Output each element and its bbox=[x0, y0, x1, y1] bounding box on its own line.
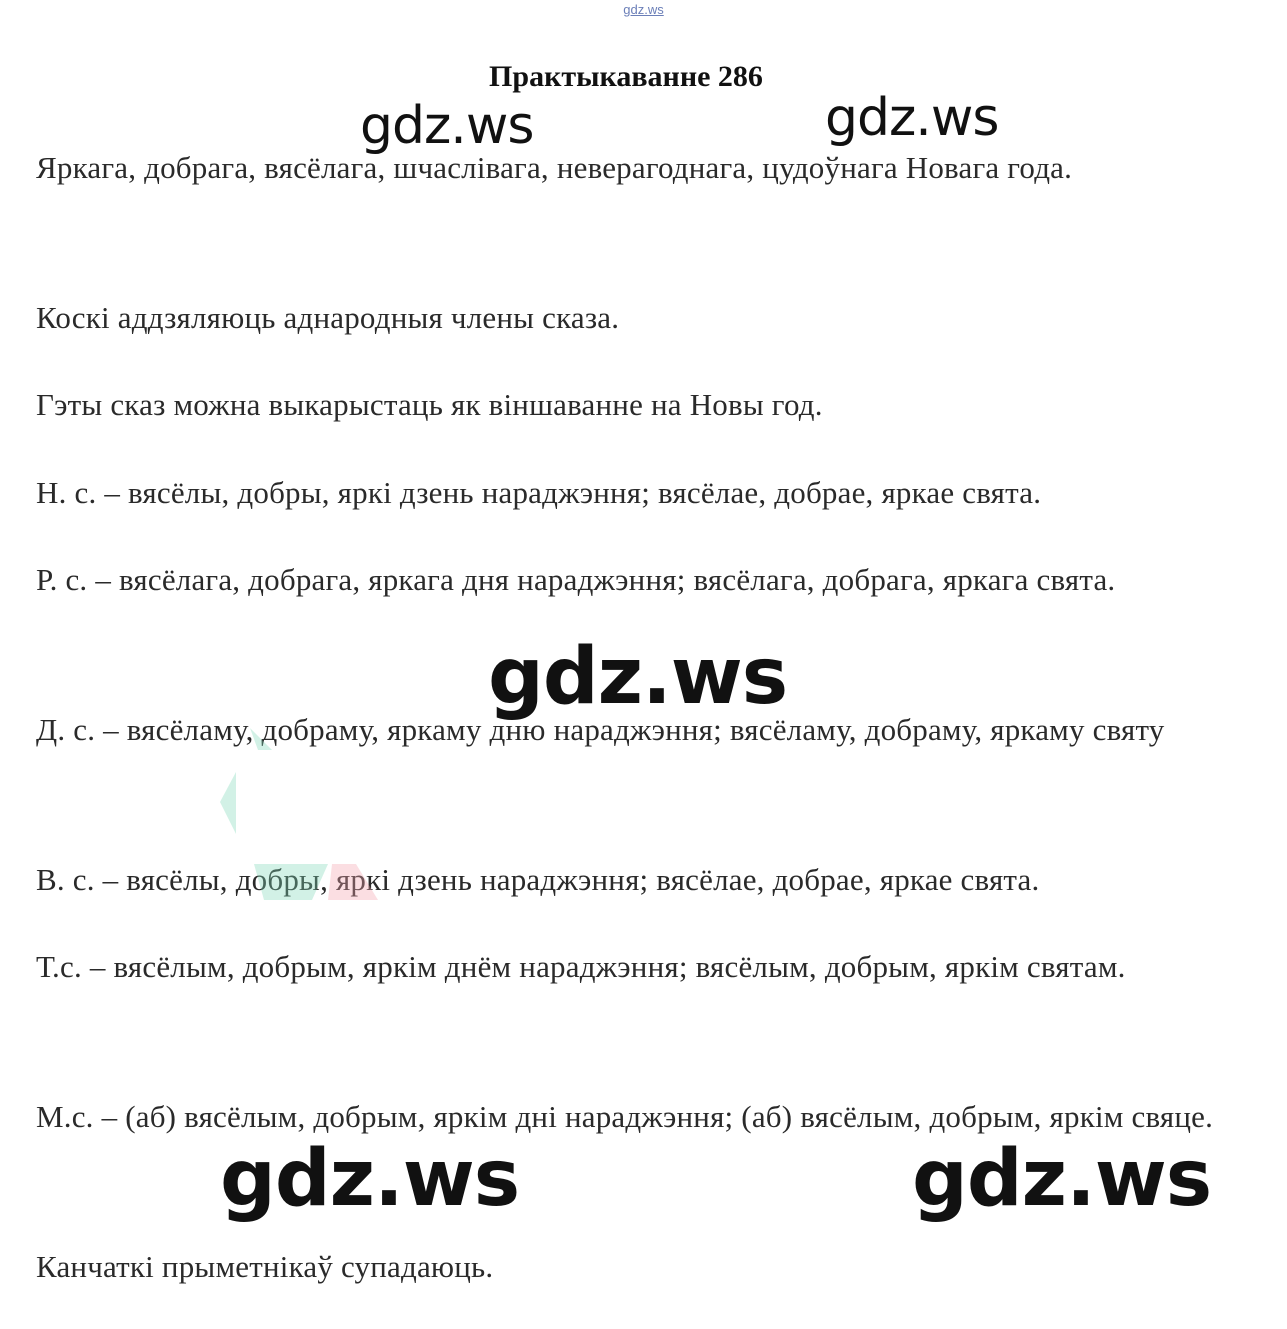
paragraph-case-instrumental: Т.с. – вясёлым, добрым, яркім днём нараджэння; вясёлым, добрым, яркім святам. bbox=[36, 949, 1126, 984]
paragraph-case-locative: М.с. – (аб) вясёлым, добрым, яркім дні нараджэння; (аб) вясёлым, добрым, яркім свяце. bbox=[36, 1099, 1214, 1134]
paragraph-case-accusative: В. с. – вясёлы, добры, яркі дзень нараджэння; вясёлае, добрае, яркае свята. bbox=[36, 862, 1040, 897]
paragraph-commas-note: Коскі аддзяляюць аднародныя члены сказа. bbox=[36, 300, 620, 335]
site-mark-link[interactable]: gdz.ws bbox=[623, 2, 664, 17]
highlight-mark-pink bbox=[252, 862, 382, 902]
watermark: gdz.ws bbox=[825, 88, 999, 148]
paragraph-case-nominative: Н. с. – вясёлы, добры, яркі дзень нараджэння; вясёлае, добрае, яркае свята. bbox=[36, 475, 1042, 510]
paragraph-sentence: Яркага, добрага, вясёлага, шчаслівага, неверагоднага, цудоўнага Новага года. bbox=[36, 150, 1073, 185]
paragraph-case-genitive: Р. с. – вясёлага, добрага, яркага дня нараджэння; вясёлага, добрага, яркага свята. bbox=[36, 562, 1116, 597]
watermark: gdz.ws bbox=[488, 632, 788, 722]
highlight-mark-green bbox=[220, 728, 280, 838]
watermark: gdz.ws bbox=[360, 96, 534, 156]
paragraph-conclusion: Канчаткі прыметнікаў супадаюць. bbox=[36, 1249, 494, 1284]
watermark: gdz.ws bbox=[220, 1134, 520, 1224]
paragraph-usage-note: Гэты сказ можна выкарыстаць як віншаванне на Новы год. bbox=[36, 387, 823, 422]
paragraph-case-dative: Д. с. – вясёламу, добраму, яркаму дню нараджэння; вясёламу, добраму, яркаму святу bbox=[36, 712, 1165, 747]
watermark: gdz.ws bbox=[912, 1134, 1212, 1224]
exercise-title: Практыкаванне 286 bbox=[489, 60, 763, 93]
